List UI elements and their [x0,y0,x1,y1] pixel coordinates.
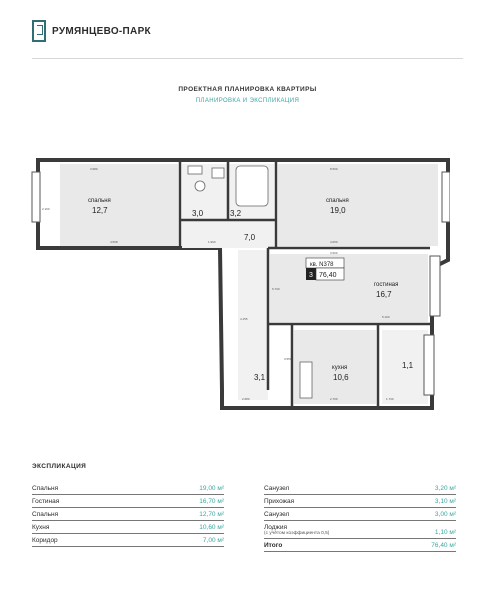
page-title: ПРОЕКТНАЯ ПЛАНИРОВКА КВАРТИРЫ [178,86,317,93]
dim-label: 1.960 [208,240,216,244]
table-row [264,508,456,521]
explication-left-table [32,482,224,547]
row-value: 19,00 м² [199,485,224,492]
dim-label: 2.700 [330,397,338,401]
dim-label: 8.500 [330,167,338,171]
dim-label: 3.550 [284,357,292,361]
apartment-badge [306,258,344,280]
room-area-bedroom-large: 19,0 [330,206,346,215]
row-value: 3,00 м² [434,511,456,518]
room-bedroom-small-floor [60,164,178,246]
room-area-bedroom-small: 12,7 [92,206,108,215]
room-living-floor [270,254,428,322]
dim-label: 3.500 [330,251,338,255]
row-name: Гостиная [32,498,60,505]
dim-label: 2.680 [242,397,250,401]
row-value: 7,00 м² [202,537,224,544]
badge-rooms: 3 [309,272,313,279]
stove-icon [300,362,312,398]
sink2-icon [212,168,224,178]
room-label-bedroom-large: спальня [326,198,349,204]
row-name: Спальня [32,511,59,518]
row-name: Прихожая [264,498,295,505]
dim-label: 1.730 [386,397,394,401]
row-name: Коридор [32,537,58,544]
explication-right-table [264,482,456,552]
explication-title: ЭКСПЛИКАЦИЯ [32,463,87,470]
row-value: 3,10 м² [434,498,456,505]
table-row [32,482,224,495]
toilet-icon [195,181,205,191]
room-area-bathroom-1: 3,0 [192,209,204,218]
room-bedroom-large-floor [278,164,438,246]
room-area-bathroom-2: 3,2 [230,209,242,218]
room-area-corridor: 7,0 [244,233,256,242]
room-area-kitchen: 10,6 [333,373,349,382]
dim-label: 4.050 [330,240,338,244]
table-row [32,534,224,547]
row-value: 16,70 м² [199,498,224,505]
brand [32,20,151,42]
badge-label: кв. N378 [310,262,334,268]
row-value: 12,70 м² [199,511,224,518]
table-row [32,508,224,521]
room-label-kitchen: кухня [332,365,348,371]
table-row [264,521,456,539]
brand-name: РУМЯНЦЕВО-ПАРК [52,25,151,37]
floor-plan [30,150,450,420]
dim-label: 4.508 [110,240,118,244]
row-name: Лоджия [264,524,288,531]
dim-label: 3.980 [90,167,98,171]
table-row-total [264,539,456,552]
page-subtitle: ПЛАНИРОВКА И ЭКСПЛИКАЦИЯ [195,98,300,104]
room-area-loggia: 1,1 [402,361,414,370]
row-name-with-note [264,524,329,536]
row-name: Санузел [264,485,290,492]
table-row [264,482,456,495]
room-area-living: 16,7 [376,290,392,299]
dim-label: 2.160 [42,207,50,211]
room-area-hall: 3,1 [254,373,266,382]
row-value: 3,20 м² [434,485,456,492]
row-value: 10,60 м² [199,524,224,531]
dim-label: 6.730 [272,287,280,291]
total-value: 76,40 м² [431,542,456,549]
header-divider [32,58,463,59]
total-label: Итого [264,542,283,549]
row-name: Спальня [32,485,59,492]
room-label-living: гостиная [374,282,399,288]
sink-icon [188,166,202,174]
dim-label: 5.100 [382,315,390,319]
bathtub-icon [236,166,268,206]
table-row [32,521,224,534]
row-name: Санузел [264,511,290,518]
table-row [264,495,456,508]
row-value: 1,10 м² [434,529,456,536]
table-row [32,495,224,508]
logo-icon [32,20,46,42]
badge-area: 76,40 [319,272,337,279]
row-note: (с учётом коэффициента 0,5) [264,531,330,536]
row-name: Кухня [32,524,50,531]
room-label-bedroom-small: спальня [88,198,111,204]
dim-label: 4.155 [240,317,248,321]
